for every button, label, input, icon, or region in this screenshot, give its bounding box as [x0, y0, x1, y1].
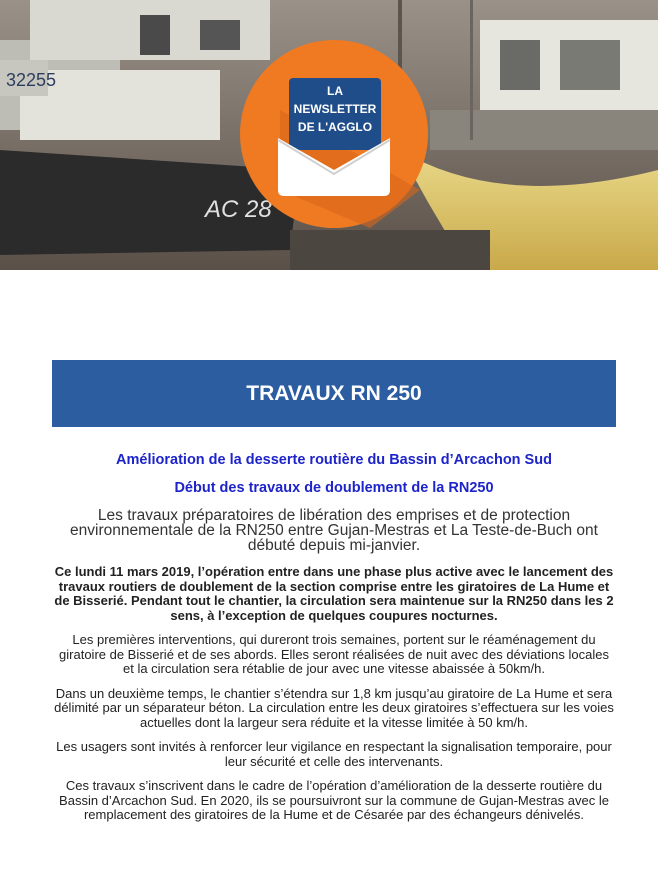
article-subtitle-1: Amélioration de la desserte routière du Bassin d’Arcachon Sud	[116, 452, 552, 468]
logo-text-line1: LA	[327, 84, 343, 98]
boat-registration-text: AC 28	[205, 196, 272, 223]
section-title: TRAVAUX RN 250	[246, 381, 422, 405]
section-banner	[52, 360, 616, 427]
logo-text-line3: DE L'AGGLO	[297, 120, 373, 134]
article-paragraph-3: Les usagers sont invités à renforcer leur vigilance en respectant la signalisation temporaire, pour leur sécurité et celle des intervenants.	[56, 739, 612, 769]
boat-number-text: 32255	[6, 70, 57, 90]
article-paragraph-1: Les premières interventions, qui dureront trois semaines, portent sur le réaménagement du giratoire de Bisserié et de ses abords. Elles seront réalisées de nuit avec des déviations locales et la circulation sera rétablie de jour avec une vitesse abaissée à 50km/h.	[59, 632, 609, 676]
article-paragraph-4: Ces travaux s’inscrivent dans le cadre de l’opération d’amélioration de la desserte routière du Bassin d’Arcachon Sud. En 2020, ils se poursuivront sur la commune de Gujan-Mestras avec le remplacement des giratoires de la Hume et de Césarée par des échangeurs dénivelés.	[59, 778, 609, 822]
article-intro: Les travaux préparatoires de libération des emprises et de protection environnementale de la RN250 entre Gujan-Mestras et La Teste-de-Buch ont débuté depuis mi-janvier.	[70, 507, 598, 554]
newsletter-logo	[240, 40, 428, 228]
article-paragraph-2: Dans un deuxième temps, le chantier s’étendra sur 1,8 km jusqu’au giratoire de La Hume et sera délimité par un séparateur béton. La circulation entre les deux giratoires s’effectuera sur les voies actuelles dont la largeur sera réduite et la vitesse limitée à 50 km/h.	[54, 685, 614, 730]
article-lead: Ce lundi 11 mars 2019, l’opération entre dans une phase plus active avec le lancement des travaux routiers de doublement de la section comprise entre les giratoires de La Hume et de Bisserié. Pendant tout le chantier, la circulation sera maintenue sur la RN250 dans les 2 sens, à l’exception de quelques coupures nocturnes.	[54, 564, 614, 623]
article-body	[52, 444, 616, 833]
article-subtitle-2: Début des travaux de doublement de la RN250	[174, 480, 494, 496]
logo-text-line2: NEWSLETTER	[293, 102, 377, 116]
header-photo	[0, 0, 658, 270]
